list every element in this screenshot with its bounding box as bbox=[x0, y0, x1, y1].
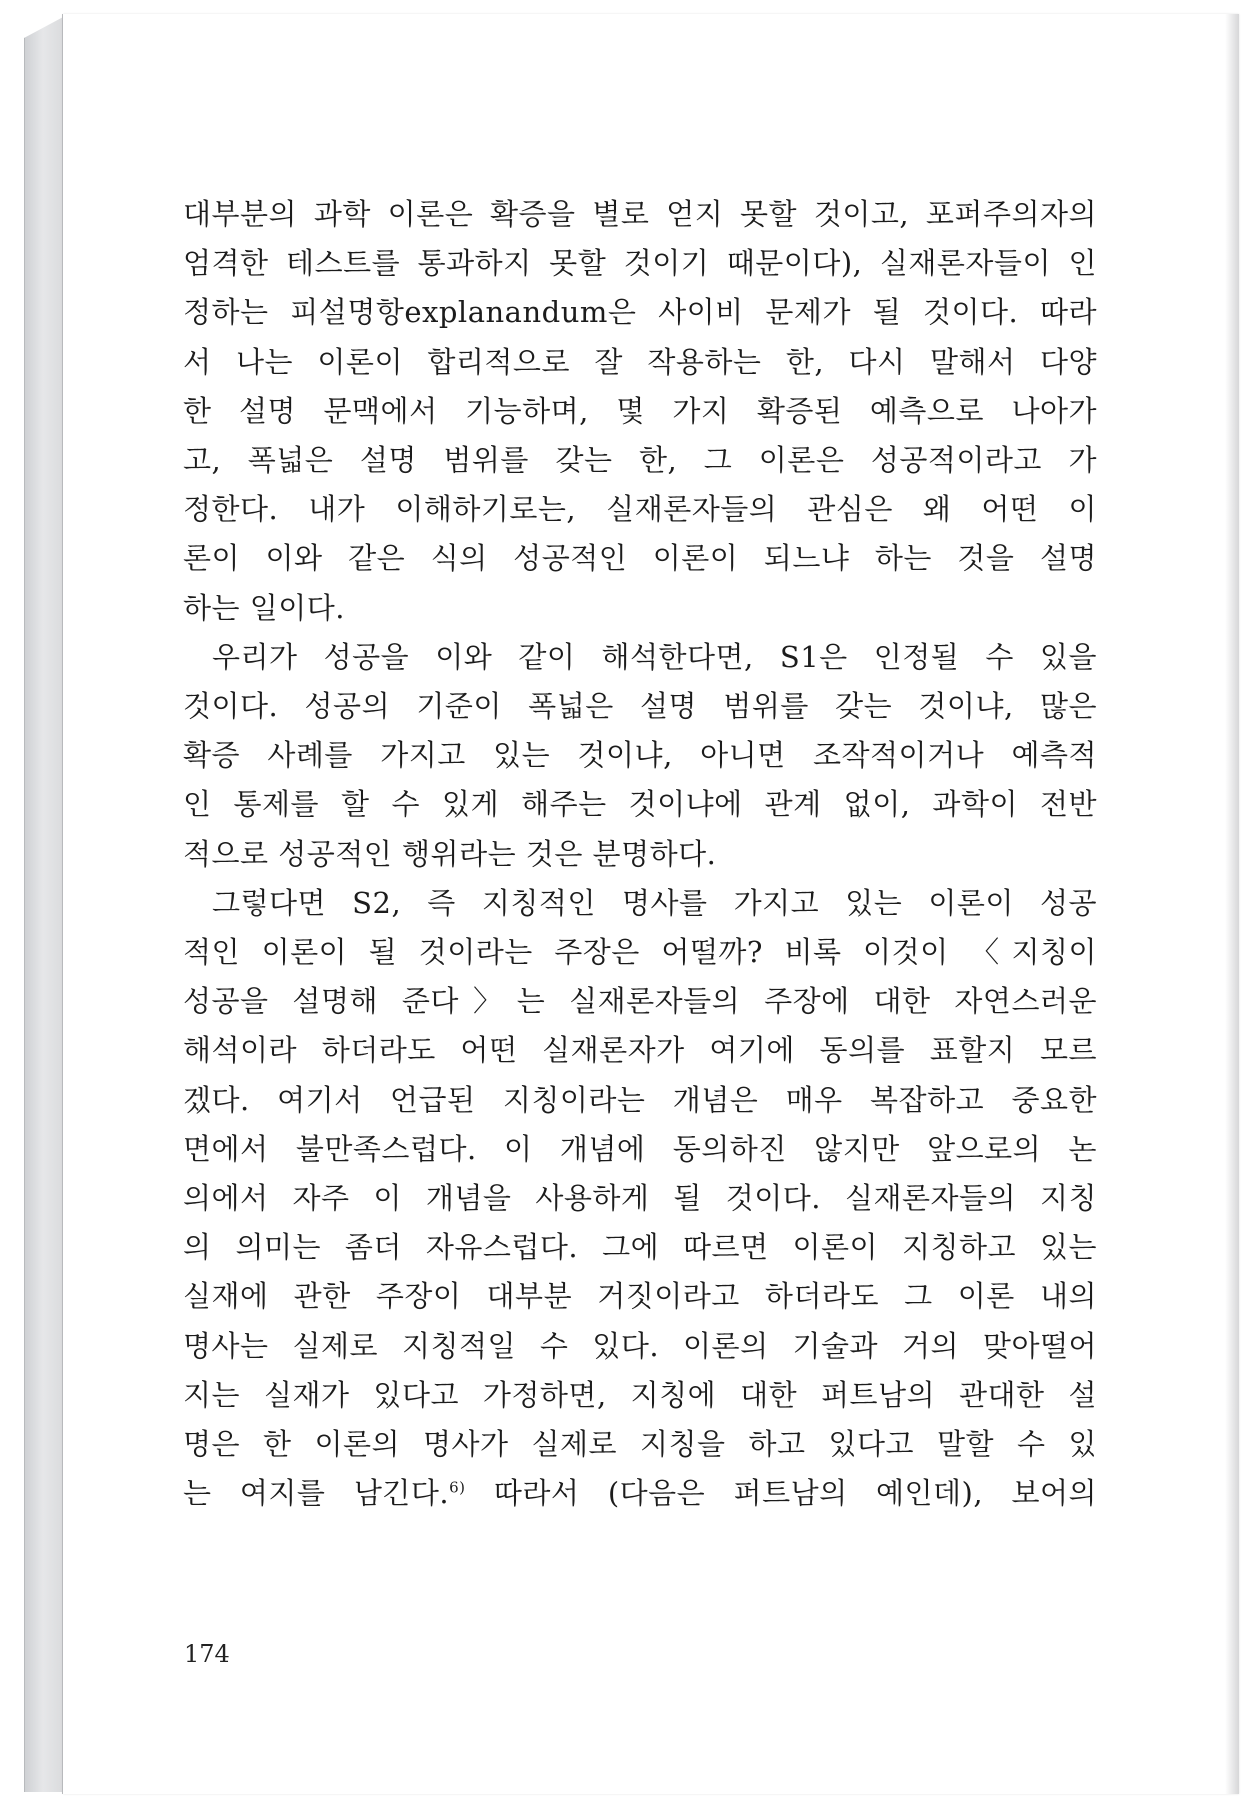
text-line: 정하는 피설명항explanandum은 사이비 문제가 될 것이다. 따라 bbox=[183, 295, 1097, 330]
book-spine bbox=[24, 16, 65, 1792]
text-line: 엄격한 테스트를 통과하지 못할 것이기 때문이다), 실재론자들이 인 bbox=[183, 246, 1097, 281]
text-line: 하는 일이다. bbox=[183, 590, 346, 625]
page-number: 174 bbox=[184, 1640, 230, 1668]
text-line: 우리가 성공을 이와 같이 해석한다면, S1은 인정될 수 있을 bbox=[212, 639, 1097, 674]
text-line: 인 통제를 할 수 있게 해주는 것이냐에 관계 없이, 과학이 전반 bbox=[183, 787, 1097, 822]
text-line: 확증 사례를 가지고 있는 것이냐, 아니면 조작적이거나 예측적 bbox=[183, 738, 1097, 773]
body-text bbox=[183, 190, 1097, 1518]
text-line: 고, 폭넓은 설명 범위를 갖는 한, 그 이론은 성공적이라고 가 bbox=[183, 443, 1097, 478]
text-line-with-footnote bbox=[183, 1469, 1097, 1518]
text-line: 대부분의 과학 이론은 확증을 별로 얻지 못할 것이고, 포퍼주의자의 bbox=[183, 197, 1097, 231]
text-line: 것이다. 성공의 기준이 폭넓은 설명 범위를 갖는 것이냐, 많은 bbox=[183, 689, 1097, 724]
text-line: 지는 실재가 있다고 가정하면, 지칭에 대한 퍼트남의 관대한 설 bbox=[183, 1377, 1097, 1412]
text-line: 겠다. 여기서 언급된 지칭이라는 개념은 매우 복잡하고 중요한 bbox=[183, 1082, 1097, 1117]
text-line: 의에서 자주 이 개념을 사용하게 될 것이다. 실재론자들의 지칭 bbox=[183, 1181, 1097, 1216]
text-line: 적인 이론이 될 것이라는 주장은 어떨까? 비록 이것이 〈지칭이 bbox=[183, 935, 1097, 970]
text-line: 정한다. 내가 이해하기로는, 실재론자들의 관심은 왜 어떤 이 bbox=[183, 492, 1097, 527]
text-line: 적으로 성공적인 행위라는 것은 분명하다. bbox=[183, 836, 717, 871]
footnote-marker: 6) bbox=[449, 1478, 466, 1497]
text-line: 서 나는 이론이 합리적으로 잘 작용하는 한, 다시 말해서 다양 bbox=[183, 344, 1097, 379]
text-line: 한 설명 문맥에서 기능하며, 몇 가지 확증된 예측으로 나아가 bbox=[183, 393, 1097, 428]
text-line: 론이 이와 같은 식의 성공적인 이론이 되느냐 하는 것을 설명 bbox=[183, 541, 1097, 576]
text-line: 실재에 관한 주장이 대부분 거짓이라고 하더라도 그 이론 내의 bbox=[183, 1279, 1097, 1314]
text-line: 명은 한 이론의 명사가 실제로 지칭을 하고 있다고 말할 수 있 bbox=[183, 1427, 1097, 1462]
text-line: 명사는 실제로 지칭적일 수 있다. 이론의 기술과 거의 맞아떨어 bbox=[183, 1328, 1097, 1363]
text-fragment: 따라서 (다음은 퍼트남의 예인데), 보어의 bbox=[493, 1476, 1097, 1511]
text-fragment: 는 여지를 남긴다. bbox=[183, 1476, 450, 1511]
text-line: 해석이라 하더라도 어떤 실재론자가 여기에 동의를 표할지 모르 bbox=[183, 1033, 1097, 1068]
text-line: 성공을 설명해 준다〉는 실재론자들의 주장에 대한 자연스러운 bbox=[183, 984, 1097, 1019]
text-line: 의 의미는 좀더 자유스럽다. 그에 따르면 이론이 지칭하고 있는 bbox=[183, 1230, 1097, 1265]
page-shadow bbox=[1225, 14, 1239, 1794]
text-line: 면에서 불만족스럽다. 이 개념에 동의하진 않지만 앞으로의 논 bbox=[183, 1131, 1097, 1166]
text-line: 그렇다면 S2, 즉 지칭적인 명사를 가지고 있는 이론이 성공 bbox=[212, 885, 1097, 920]
